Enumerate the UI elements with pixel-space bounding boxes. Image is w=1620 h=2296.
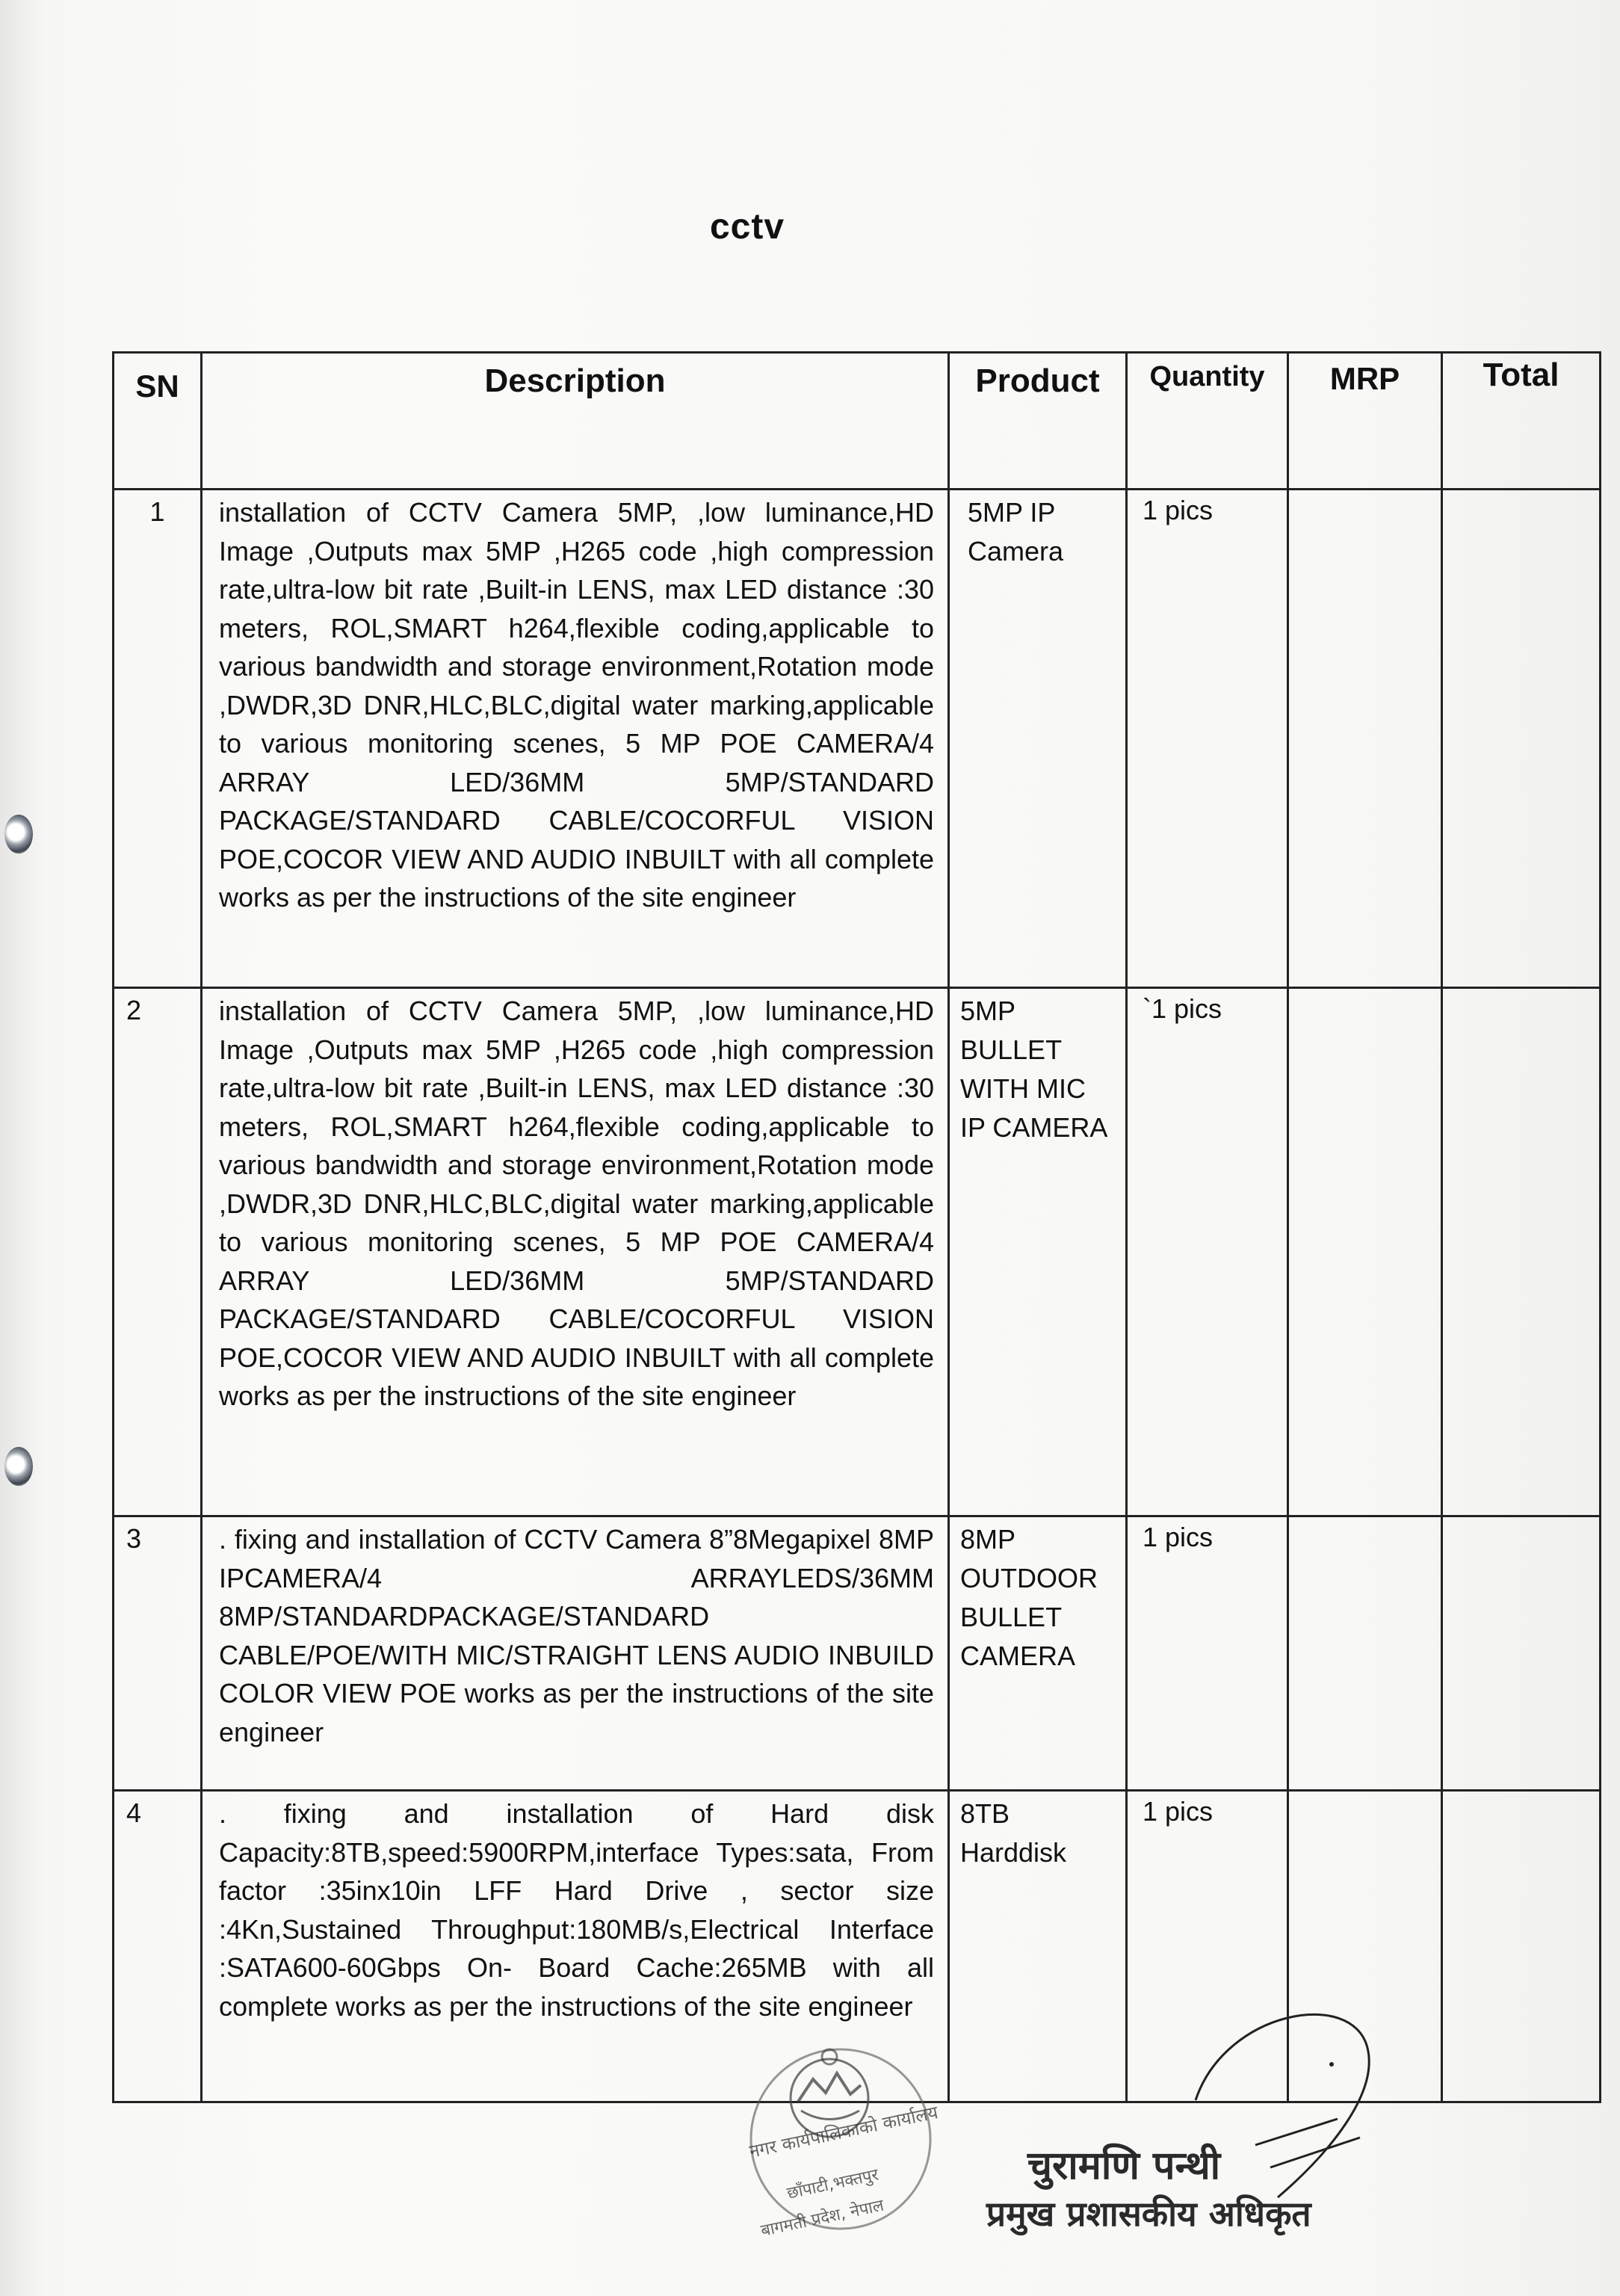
row-total xyxy=(1442,1791,1601,2102)
column-header-mrp: MRP xyxy=(1288,353,1442,490)
row-total xyxy=(1442,490,1601,988)
row-sn: 3 xyxy=(114,1516,202,1791)
signatory-designation: प्रमुख प्रशासकीय अधिकृत xyxy=(986,2194,1311,2234)
column-header-description: Description xyxy=(202,353,949,490)
row-quantity: 1 pics xyxy=(1127,490,1288,988)
column-header-sn: SN xyxy=(114,353,202,490)
binder-hole xyxy=(4,1447,33,1486)
row-product: 8TB Harddisk xyxy=(949,1791,1127,2102)
row-quantity: 1 pics xyxy=(1127,1791,1288,2102)
binder-hole xyxy=(4,815,33,854)
row-description: . fixing and installation of Hard disk Capacity:8TB,speed:5900RPM,interface Types:sata, From factor :35inx10in LFF Hard Drive , sector size :4Kn,Sustained Throughput:180MB/s,Electrical Interface :SATA600-60Gbps On- Board Cache:265MB with all complete works as per the instructions of the site engineer xyxy=(202,1791,949,2102)
signatory-name: चुरामणि पन्थी xyxy=(1027,2144,1221,2188)
document-title: cctv xyxy=(709,207,785,247)
row-product: 5MP BULLET WITH MIC IP CAMERA xyxy=(949,988,1127,1516)
table-header-row xyxy=(114,353,1601,490)
column-header-total: Total xyxy=(1442,353,1601,490)
row-product: 5MP IP Camera xyxy=(949,490,1127,988)
row-total xyxy=(1442,988,1601,1516)
row-description: installation of CCTV Camera 5MP, ,low luminance,HD Image ,Outputs max 5MP ,H265 code ,high compression rate,ultra-low bit rate ,Built-in LENS, max LED distance :30 meters, ROL,SMART h264,flexible coding,applicable to various bandwidth and storage environment,Rotation mode ,DWDR,3D DNR,HLC,BLC,digital water marking,applicable to various monitoring scenes, 5 MP POE CAMERA/4 ARRAY LED/36MM 5MP/STANDARD PACKAGE/STANDARD CABLE/COCORFUL VISION POE,COCOR VIEW AND AUDIO INBUILT with all complete works as per the instructions of the site engineer xyxy=(202,988,949,1516)
table-row xyxy=(114,490,1601,988)
svg-text:नगर कार्यपालिकाको कार्यालय: नगर कार्यपालिकाको कार्यालय xyxy=(747,2102,940,2162)
row-mrp xyxy=(1288,1516,1442,1791)
row-mrp xyxy=(1288,988,1442,1516)
row-quantity: `1 pics xyxy=(1127,988,1288,1516)
row-sn: 1 xyxy=(114,490,202,988)
row-sn: 2 xyxy=(114,988,202,1516)
svg-text:छाँपाटी,भक्तपुर: छाँपाटी,भक्तपुर xyxy=(785,2165,880,2203)
row-description: . fixing and installation of CCTV Camera 8”8Megapixel 8MP IPCAMERA/4 ARRAYLEDS/36MM 8MP/STANDARDPACKAGE/STANDARD CABLE/POE/WITH MIC/STRAIGHT LENS AUDIO INBUILD COLOR VIEW POE works as per the instructions of the site engineer xyxy=(202,1516,949,1791)
table-row xyxy=(114,988,1601,1516)
row-product: 8MP OUTDOOR BULLET CAMERA xyxy=(949,1516,1127,1791)
row-description: installation of CCTV Camera 5MP, ,low luminance,HD Image ,Outputs max 5MP ,H265 code ,high compression rate,ultra-low bit rate ,Built-in LENS, max LED distance :30 meters, ROL,SMART h264,flexible coding,applicable to various bandwidth and storage environment,Rotation mode ,DWDR,3D DNR,HLC,BLC,digital water marking,applicable to various monitoring scenes, 5 MP POE CAMERA/4 ARRAY LED/36MM 5MP/STANDARD PACKAGE/STANDARD CABLE/COCORFUL VISION POE,COCOR VIEW AND AUDIO INBUILT with all complete works as per the instructions of the site engineer xyxy=(202,490,949,988)
table-row xyxy=(114,1516,1601,1791)
row-mrp xyxy=(1288,490,1442,988)
column-header-product: Product xyxy=(949,353,1127,490)
svg-text:बागमती प्रदेश, नेपाल: बागमती प्रदेश, नेपाल xyxy=(759,2196,886,2241)
row-total xyxy=(1442,1516,1601,1791)
row-sn: 4 xyxy=(114,1791,202,2102)
items-table xyxy=(112,351,1601,2103)
column-header-quantity: Quantity xyxy=(1127,353,1288,490)
row-quantity: 1 pics xyxy=(1127,1516,1288,1791)
municipal-seal-stamp xyxy=(717,2027,964,2274)
